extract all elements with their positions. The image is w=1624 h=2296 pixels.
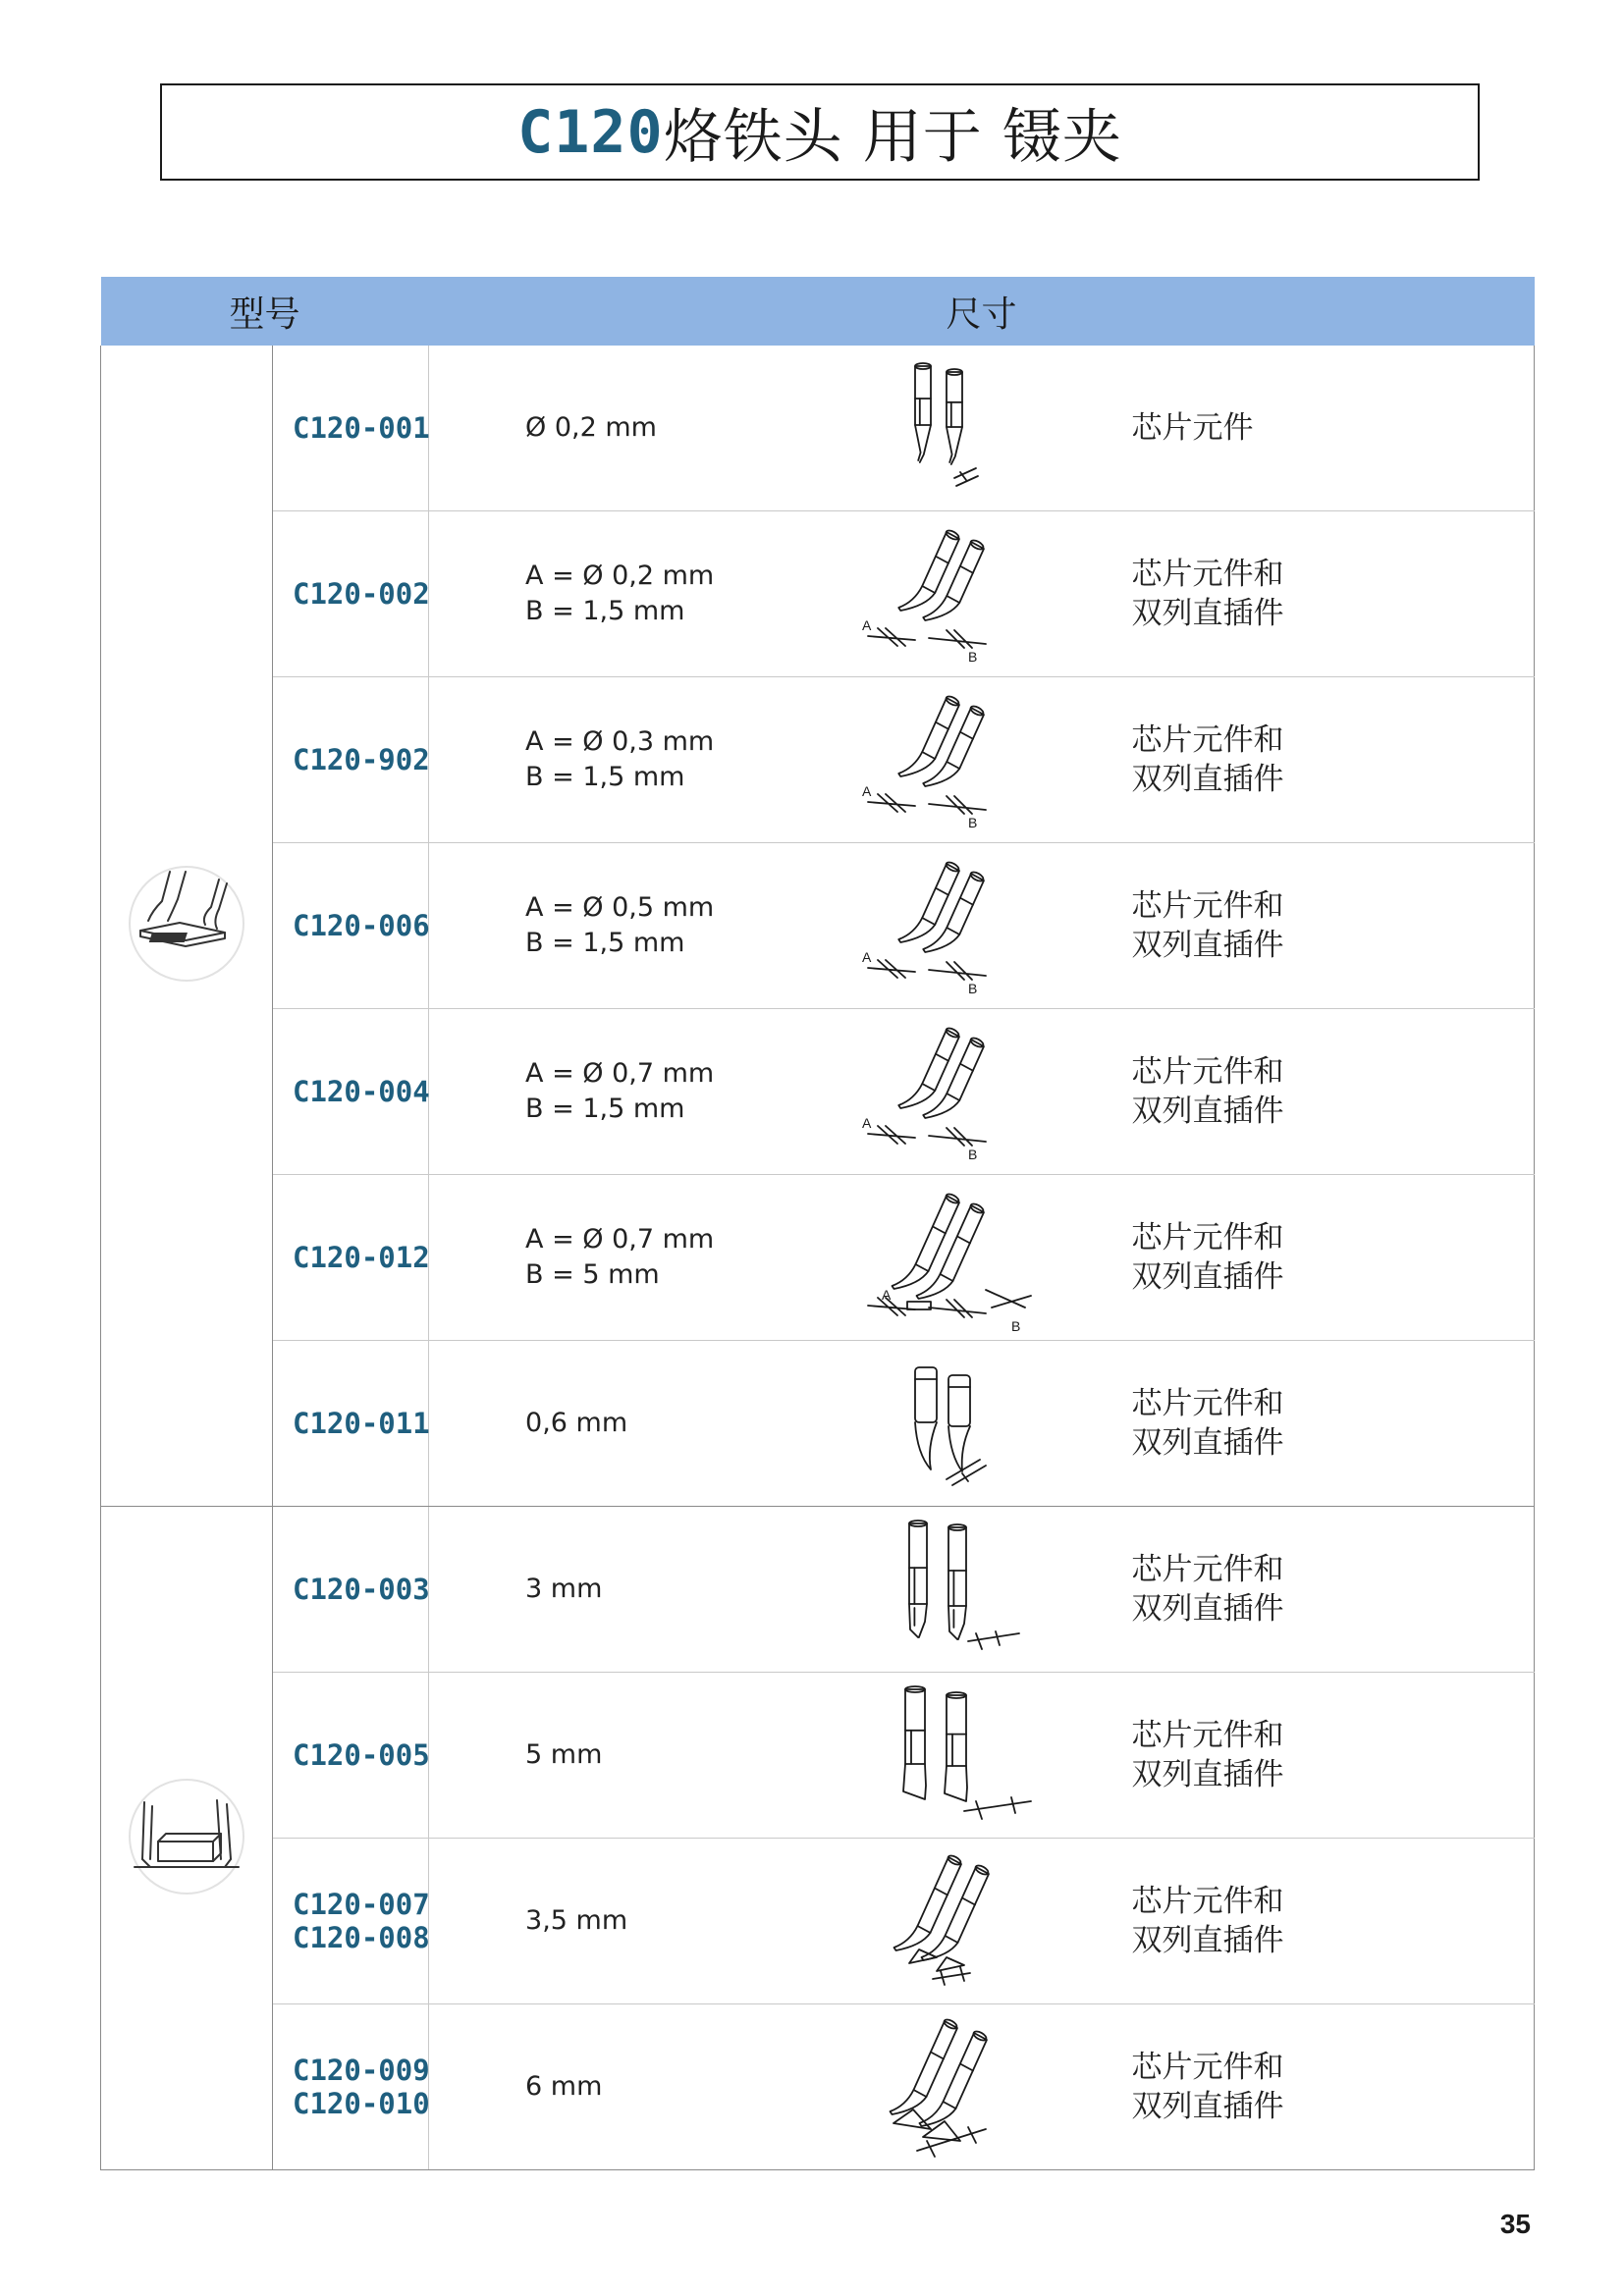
chisel-blade-tip-icon <box>909 1521 1019 1649</box>
model-line: C120-007 <box>293 1888 430 1921</box>
tip-illustration <box>761 511 1132 677</box>
tip-dimension <box>429 1009 761 1175</box>
application <box>1132 677 1535 843</box>
table-row <box>101 1839 1535 2004</box>
tip-illustration <box>761 1507 1132 1673</box>
angled-bent-tip-icon <box>862 861 986 996</box>
tip-dimension <box>429 843 761 1009</box>
model-number <box>273 1673 429 1839</box>
group-illustration <box>101 1507 273 2170</box>
wide-knife-tip-icon <box>890 2018 987 2157</box>
tip-dimension <box>429 346 761 511</box>
use-line: 芯片元件 <box>1131 410 1254 446</box>
model-line: C120-010 <box>293 2087 430 2120</box>
model-number <box>273 677 429 843</box>
dim-line: B = 1,5 mm <box>525 596 685 626</box>
tip-dimension <box>429 1341 761 1507</box>
dim-line: A = Ø 0,5 mm <box>525 892 715 923</box>
application <box>1132 511 1535 677</box>
dimension-label-b: B <box>967 981 977 996</box>
table-row <box>101 346 1535 511</box>
use-line: 芯片元件和 <box>1131 1884 1284 1919</box>
use-line: 芯片元件和 <box>1131 1220 1284 1255</box>
fine-conical-tip-icon <box>915 363 978 486</box>
model-line: C120-011 <box>293 1407 430 1440</box>
model-line: C120-005 <box>293 1738 430 1772</box>
header-size: 尺寸 <box>429 277 1535 346</box>
model-number <box>273 511 429 677</box>
application <box>1132 346 1535 511</box>
application <box>1132 1009 1535 1175</box>
model-number <box>273 1009 429 1175</box>
tweezer-flat-chip-icon <box>130 867 244 981</box>
table-row <box>101 1175 1535 1341</box>
angled-bent-tip-icon <box>862 695 986 830</box>
dimension-label-a: A <box>881 1287 891 1303</box>
use-line: 双列直插件 <box>1131 1923 1284 1958</box>
dimension-label-b: B <box>967 649 977 665</box>
tip-illustration <box>761 1839 1132 2004</box>
dimension-label-b: B <box>967 1147 977 1162</box>
model-line: C120-012 <box>293 1241 430 1274</box>
use-line: 双列直插件 <box>1131 1094 1284 1129</box>
model-number <box>273 1507 429 1673</box>
tip-illustration <box>761 843 1132 1009</box>
application <box>1132 1839 1535 2004</box>
tweezer-wide-blade-icon <box>130 1780 244 1894</box>
use-line: 芯片元件和 <box>1131 1386 1284 1421</box>
table-row <box>101 677 1535 843</box>
use-line: 芯片元件和 <box>1131 722 1284 758</box>
dimension-label-a: A <box>861 783 871 799</box>
tip-illustration <box>761 677 1132 843</box>
table-row <box>101 2004 1535 2170</box>
model-line: C120-003 <box>293 1573 430 1606</box>
dim-line: B = 5 mm <box>525 1259 660 1290</box>
dimension-label-a: A <box>861 617 871 633</box>
use-line: 双列直插件 <box>1131 2089 1284 2124</box>
dim-line: B = 1,5 mm <box>525 928 685 958</box>
dimension-label-a: A <box>861 1115 871 1131</box>
dim-line: 3,5 mm <box>525 1905 628 1936</box>
table-header-row <box>101 277 1535 346</box>
model-number <box>273 1341 429 1507</box>
dim-line: 3 mm <box>525 1574 603 1604</box>
model-number <box>273 1175 429 1341</box>
use-line: 芯片元件和 <box>1131 1718 1284 1753</box>
table-row <box>101 1673 1535 1839</box>
tip-illustration <box>761 1341 1132 1507</box>
table-row <box>101 1341 1535 1507</box>
tip-illustration <box>761 1175 1132 1341</box>
wide-chisel-tip-icon <box>903 1686 1031 1819</box>
angled-bent-tip-icon <box>862 1027 986 1162</box>
model-line: C120-002 <box>293 577 430 611</box>
tip-illustration <box>761 346 1132 511</box>
title-text: 烙铁头 用于 镊夹 <box>663 102 1122 172</box>
angled-bent-tip-icon <box>862 529 986 665</box>
use-line: 双列直插件 <box>1131 762 1284 797</box>
application <box>1132 2004 1535 2170</box>
use-line: 双列直插件 <box>1131 1259 1284 1295</box>
angled-long-tip-icon <box>868 1193 1031 1331</box>
use-line: 芯片元件和 <box>1131 2050 1284 2085</box>
tip-dimension <box>429 677 761 843</box>
model-line: C120-902 <box>293 743 430 776</box>
model-line: C120-008 <box>293 1921 430 1954</box>
dim-line: 6 mm <box>525 2071 603 2102</box>
tip-illustration <box>761 2004 1132 2170</box>
application <box>1132 1673 1535 1839</box>
use-line: 芯片元件和 <box>1131 1054 1284 1090</box>
use-line: 双列直插件 <box>1131 928 1284 963</box>
dim-line: 0,6 mm <box>525 1408 628 1438</box>
use-line: 双列直插件 <box>1131 1425 1284 1461</box>
table-row <box>101 843 1535 1009</box>
dim-line: A = Ø 0,3 mm <box>525 726 715 757</box>
dim-line: A = Ø 0,7 mm <box>525 1058 715 1089</box>
curved-short-tip-icon <box>915 1367 986 1485</box>
model-line: C120-009 <box>293 2054 430 2087</box>
page-number: 35 <box>1499 2209 1531 2239</box>
dim-line: Ø 0,2 mm <box>525 412 657 443</box>
model-line: C120-001 <box>293 411 430 445</box>
tip-spec-table <box>100 277 1535 2170</box>
model-number <box>273 1839 429 2004</box>
tip-illustration <box>761 1009 1132 1175</box>
application <box>1132 1507 1535 1673</box>
tip-dimension <box>429 511 761 677</box>
application <box>1132 1341 1535 1507</box>
use-line: 双列直插件 <box>1131 1591 1284 1627</box>
use-line: 芯片元件和 <box>1131 888 1284 924</box>
model-number <box>273 2004 429 2170</box>
group-illustration <box>101 346 273 1507</box>
use-line: 芯片元件和 <box>1131 1552 1284 1587</box>
application <box>1132 843 1535 1009</box>
page-title <box>160 83 1480 181</box>
dimension-label-a: A <box>861 949 871 965</box>
dimension-label-b: B <box>967 815 977 830</box>
tip-dimension <box>429 1507 761 1673</box>
dim-line: A = Ø 0,7 mm <box>525 1224 715 1255</box>
model-number <box>273 843 429 1009</box>
tip-dimension <box>429 1175 761 1341</box>
header-model: 型号 <box>101 277 429 346</box>
dimension-label-b: B <box>1010 1318 1020 1331</box>
use-line: 双列直插件 <box>1131 596 1284 631</box>
application <box>1132 1175 1535 1341</box>
use-line: 芯片元件和 <box>1131 557 1284 592</box>
model-line: C120-004 <box>293 1075 430 1108</box>
dim-line: 5 mm <box>525 1739 603 1770</box>
model-number <box>273 346 429 511</box>
title-code: C120 <box>517 97 664 167</box>
dim-line: B = 1,5 mm <box>525 762 685 792</box>
dim-line: A = Ø 0,2 mm <box>525 561 715 591</box>
dim-line: B = 1,5 mm <box>525 1094 685 1124</box>
knife-angled-tip-icon <box>893 1854 989 1985</box>
model-line: C120-006 <box>293 909 430 942</box>
tip-illustration <box>761 1673 1132 1839</box>
use-line: 双列直插件 <box>1131 1757 1284 1792</box>
tip-dimension <box>429 2004 761 2170</box>
table-row <box>101 511 1535 677</box>
tip-dimension <box>429 1839 761 2004</box>
tip-dimension <box>429 1673 761 1839</box>
table-row <box>101 1009 1535 1175</box>
table-row <box>101 1507 1535 1673</box>
